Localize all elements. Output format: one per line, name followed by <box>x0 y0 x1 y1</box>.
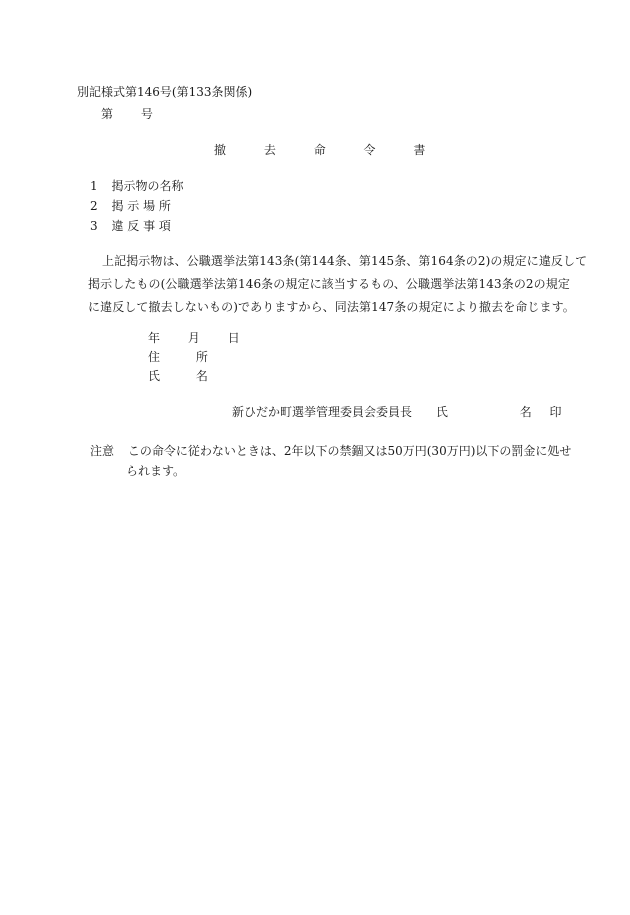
item-label: 掲 示 場 所 <box>111 199 171 213</box>
title-char: 去 <box>263 143 276 157</box>
date-month: 月 <box>187 331 200 345</box>
item-label: 掲示物の名称 <box>111 179 184 193</box>
body-paragraph <box>88 250 588 319</box>
note-line <box>90 442 571 460</box>
issuer-line <box>232 404 562 420</box>
title-char: 命 <box>313 143 326 157</box>
date-day: 日 <box>227 331 240 345</box>
note-text: この命令に従わないときは、2年以下の禁錮又は50万円(30万円)以下の罰金に処せ <box>127 444 572 458</box>
number-suffix: 号 <box>140 107 153 121</box>
seal-mark: 印 <box>549 405 562 419</box>
document-title <box>214 142 425 158</box>
body-line: 上記掲示物は、公職選挙法第143条(第144条、第145条、第164条の2)の規定に違反して <box>102 254 588 268</box>
title-char: 書 <box>413 143 426 157</box>
title-char: 撤 <box>214 143 227 157</box>
name-char: 氏 <box>148 369 161 383</box>
date-line <box>148 330 240 346</box>
address-char: 所 <box>195 350 208 364</box>
list-item <box>90 218 171 234</box>
name-label <box>148 368 208 384</box>
issuer-title: 新ひだか町選挙管理委員会委員長 <box>232 405 413 419</box>
address-label <box>148 349 208 365</box>
item-label: 違 反 事 項 <box>111 219 171 233</box>
issuer-name-char: 氏 <box>435 405 448 419</box>
title-char: 令 <box>363 143 376 157</box>
list-item <box>90 198 171 214</box>
number-line <box>101 106 153 122</box>
name-char: 名 <box>195 369 208 383</box>
form-label: 別記様式第146号(第133条関係) <box>77 85 253 99</box>
address-char: 住 <box>148 350 161 364</box>
note-continuation: られます。 <box>126 464 186 478</box>
issuer-name-char: 名 <box>519 405 532 419</box>
item-number: 1 <box>90 179 98 193</box>
note-label: 注意 <box>90 444 115 458</box>
item-number: 2 <box>90 199 98 213</box>
date-year: 年 <box>148 331 161 345</box>
body-line: 掲示したもの(公職選挙法第146条の規定に該当するもの、公職選挙法第143条の2の規定 <box>88 277 570 291</box>
item-number: 3 <box>90 219 98 233</box>
number-prefix: 第 <box>101 107 114 121</box>
body-line: に違反して撤去しないもの)でありますから、同法第147条の規定により撤去を命じます。 <box>88 300 575 314</box>
list-item <box>90 178 183 194</box>
